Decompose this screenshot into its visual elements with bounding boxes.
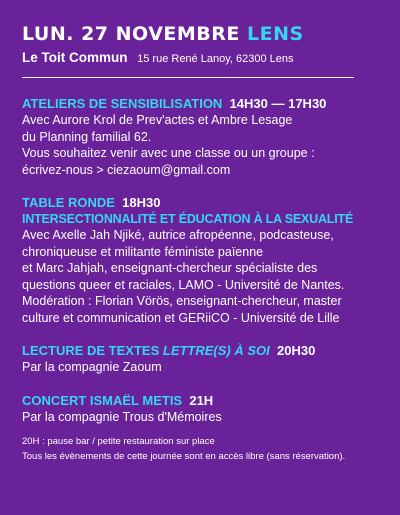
- venue-name: Le Toit Commun: [22, 50, 128, 65]
- event-line: Modération : Florian Vörös, enseignant-chercheur, master: [22, 294, 342, 308]
- note-line: 20H : pause bar / petite restauration sur place: [22, 436, 215, 447]
- venue-line: [22, 50, 382, 65]
- event-reading: [22, 343, 382, 376]
- event-line: culture et communication et GERiiCO - Université de Lille: [22, 310, 340, 325]
- event-time: 20H30: [277, 343, 316, 358]
- event-subtitle: INTERSECTIONNALITÉ ET ÉDUCATION À LA SEXUALITÉ: [22, 212, 354, 226]
- date-text: LUN. 27 NOVEMBRE: [22, 23, 240, 45]
- event-title: LECTURE DE TEXTES: [22, 343, 160, 358]
- event-round-table: [22, 195, 382, 326]
- event-time: 14H30 — 17H30: [229, 96, 327, 111]
- notes: [22, 434, 382, 464]
- venue-address: 15 rue René Lanoy, 62300 Lens: [137, 53, 294, 65]
- event-line: écrivez-nous > ciezaoum@gmail.com: [22, 162, 231, 177]
- event-line: Vous souhaitez venir avec une classe ou un groupe :: [22, 146, 315, 160]
- date-heading: [22, 22, 382, 46]
- event-line: Par la compagnie Zaoum: [22, 360, 162, 374]
- event-schedule: [22, 22, 382, 464]
- event-line: Avec Aurore Krol de Prev'actes et Ambre Lesage: [22, 113, 293, 127]
- event-heading: [22, 393, 382, 409]
- event-title-italic: LETTRE(S) À SOI: [162, 343, 270, 358]
- event-title: ATELIERS DE SENSIBILISATION: [22, 96, 223, 111]
- event-heading: [22, 96, 382, 112]
- event-line: du Planning familial 62.: [22, 129, 152, 144]
- event-heading: [22, 195, 382, 211]
- event-title: CONCERT ISMAËL METIS: [22, 392, 183, 408]
- event-line: questions queer et raciales, LAMO - Université de Nantes.: [22, 277, 345, 292]
- event-workshop: [22, 96, 382, 178]
- event-line: Par la compagnie Trous d'Mémoires: [22, 409, 222, 424]
- event-time: 21H: [189, 392, 214, 408]
- event-title: TABLE RONDE: [22, 195, 115, 210]
- event-line: chroniqueuse et militante féministe païenne: [22, 244, 264, 259]
- note-line: Tous les évènements de cette journée sont en accès libre (sans réservation).: [22, 451, 346, 462]
- city-text: LENS: [247, 23, 304, 45]
- divider: [22, 77, 354, 78]
- event-time: 18H30: [122, 195, 161, 210]
- event-line: Avec Axelle Jah Njiké, autrice afropéenne, podcasteuse,: [22, 228, 334, 242]
- event-concert: [22, 393, 382, 426]
- event-line: et Marc Jahjah, enseignant-chercheur spécialiste des: [22, 261, 318, 275]
- event-heading: [22, 343, 382, 359]
